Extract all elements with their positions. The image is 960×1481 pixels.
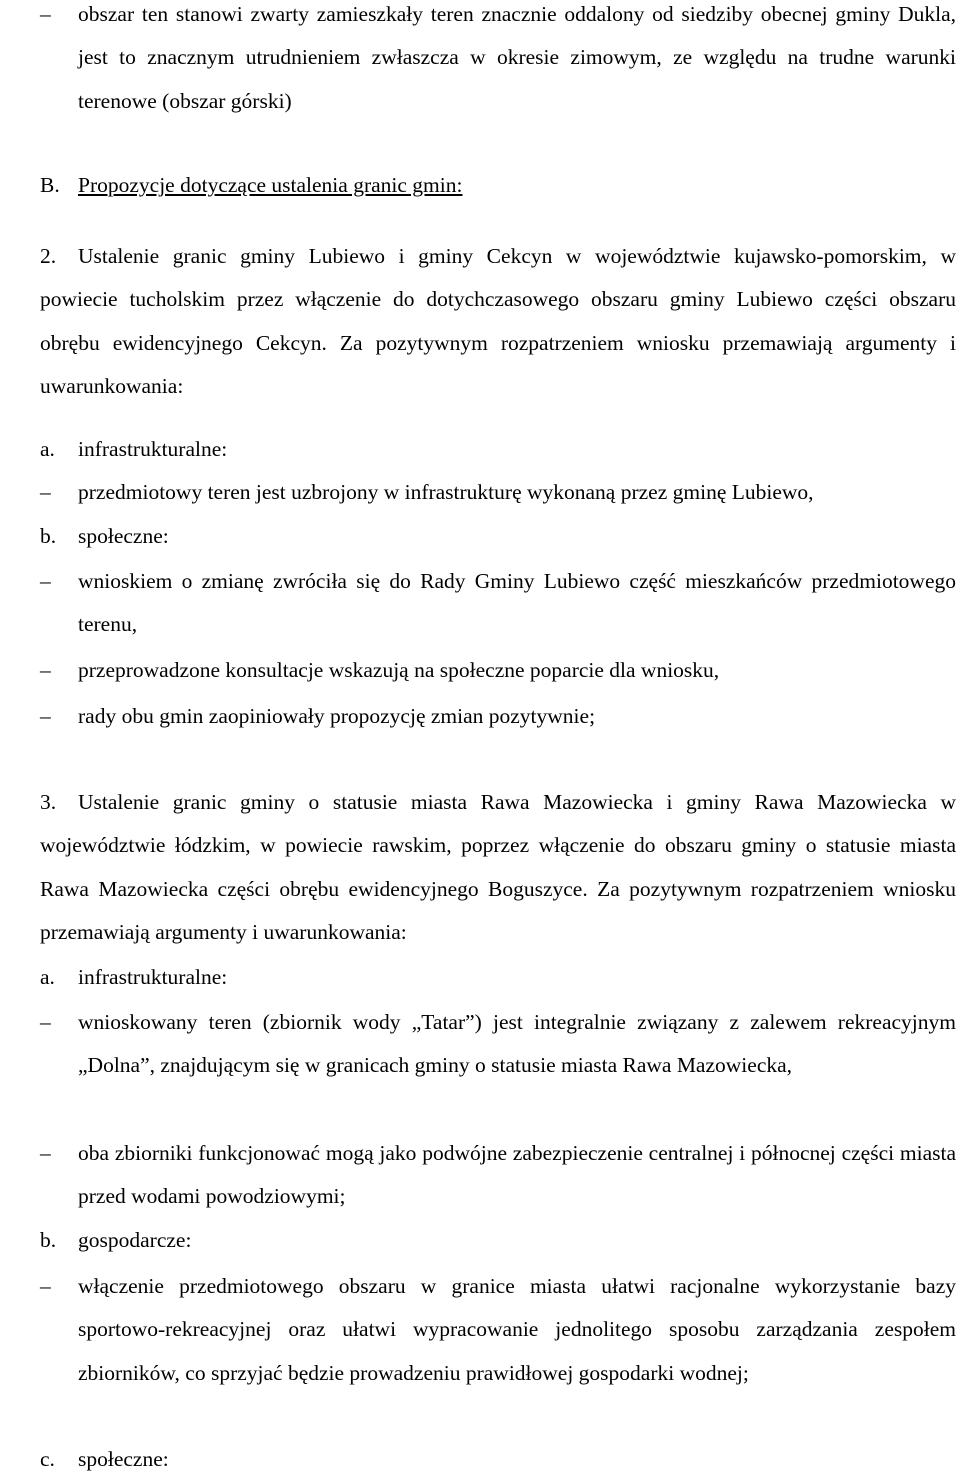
dash-bullet: – [40,704,51,728]
subsection-label: b. [40,1228,57,1252]
list-item-text: przeprowadzone konsultacje wskazują na społeczne poparcie dla wniosku, [78,658,720,682]
subsection-title: społeczne: [78,1447,169,1471]
item-3-paragraph [40,781,956,954]
list-item [40,1001,956,1088]
item-text: Ustalenie granic gminy o statusie miasta Rawa Mazowiecka i gminy Rawa Mazowiecka w województwie łódzkim, w powiecie rawskim, poprzez włączenie do obszaru gminy o statusie miasta Rawa Mazowiecka części obrębu ewidencyjnego Boguszyce. Za pozytywnym rozpatrzeniem wniosku przemawiają argumenty i uwarunkowania: [40,790,956,944]
item-2-subsection-b [40,515,956,558]
list-item-text: włączenie przedmiotowego obszaru w granice miasta ułatwi racjonalne wykorzystanie bazy sportowo-rekreacyjnej oraz ułatwi wypracowanie jednolitego sposobu zarządzania zespołem zbiorników, co sprzyjać będzie prowadzeniu prawidłowej gospodarki wodnej; [78,1274,956,1385]
dash-bullet: – [40,480,51,504]
subsection-label: a. [40,965,55,989]
item-text: Ustalenie granic gminy Lubiewo i gminy Cekcyn w województwie kujawsko-pomorskim, w powiecie tucholskim przez włączenie do dotychczasowego obszaru gminy Lubiewo części obszaru obrębu ewidencyjnego Cekcyn. Za pozytywnym rozpatrzeniem wniosku przemawiają argumenty i uwarunkowania: [40,244,956,398]
item-3-subsection-b [40,1219,956,1262]
section-label: B. [40,173,60,197]
subsection-label: c. [40,1447,55,1471]
subsection-title: infrastrukturalne: [78,437,228,461]
dash-bullet: – [40,2,51,26]
subsection-title: infrastrukturalne: [78,965,228,989]
item-number: 3. [40,790,57,814]
subsection-label: b. [40,524,57,548]
section-title: Propozycje dotyczące ustalenia granic gmin: [78,173,463,197]
dash-bullet: – [40,658,51,682]
list-item [40,695,956,738]
list-item-text: wnioskiem o zmianę zwróciła się do Rady Gminy Lubiewo część mieszkańców przedmiotowego terenu, [78,569,956,637]
subsection-title: gospodarcze: [78,1228,192,1252]
list-item [40,1265,956,1395]
list-item-text: rady obu gmin zaopiniowały propozycję zmian pozytywnie; [78,704,596,728]
subsection-title: społeczne: [78,524,169,548]
list-item-text: obszar ten stanowi zwarty zamieszkały teren znacznie oddalony od siedziby obecnej gminy Dukla, jest to znacznym utrudnieniem zwłaszcza w okresie zimowym, ze względu na trudne warunki terenowe (obszar górski) [78,2,956,113]
list-item [40,649,956,692]
list-item-text: oba zbiorniki funkcjonować mogą jako podwójne zabezpieczenie centralnej i północnej części miasta przed wodami powodziowymi; [78,1141,956,1209]
list-item [40,560,956,647]
list-item [40,471,956,514]
dash-bullet: – [40,569,51,593]
item-2-paragraph [40,235,956,408]
dash-bullet: – [40,1010,51,1034]
section-b-heading [40,164,462,207]
list-item [40,0,956,123]
subsection-label: a. [40,437,55,461]
item-number: 2. [40,244,57,268]
dash-bullet: – [40,1141,51,1165]
item-3-subsection-c [40,1438,956,1481]
item-3-subsection-a [40,956,956,999]
list-item [40,1132,956,1219]
item-2-subsection-a [40,428,956,471]
list-item-text: wnioskowany teren (zbiornik wody „Tatar”) jest integralnie związany z zalewem rekreacyjnym „Dolna”, znajdującym się w granicach gminy o statusie miasta Rawa Mazowiecka, [78,1010,956,1078]
dash-bullet: – [40,1274,51,1298]
list-item-text: przedmiotowy teren jest uzbrojony w infrastrukturę wykonaną przez gminę Lubiewo, [78,480,814,504]
